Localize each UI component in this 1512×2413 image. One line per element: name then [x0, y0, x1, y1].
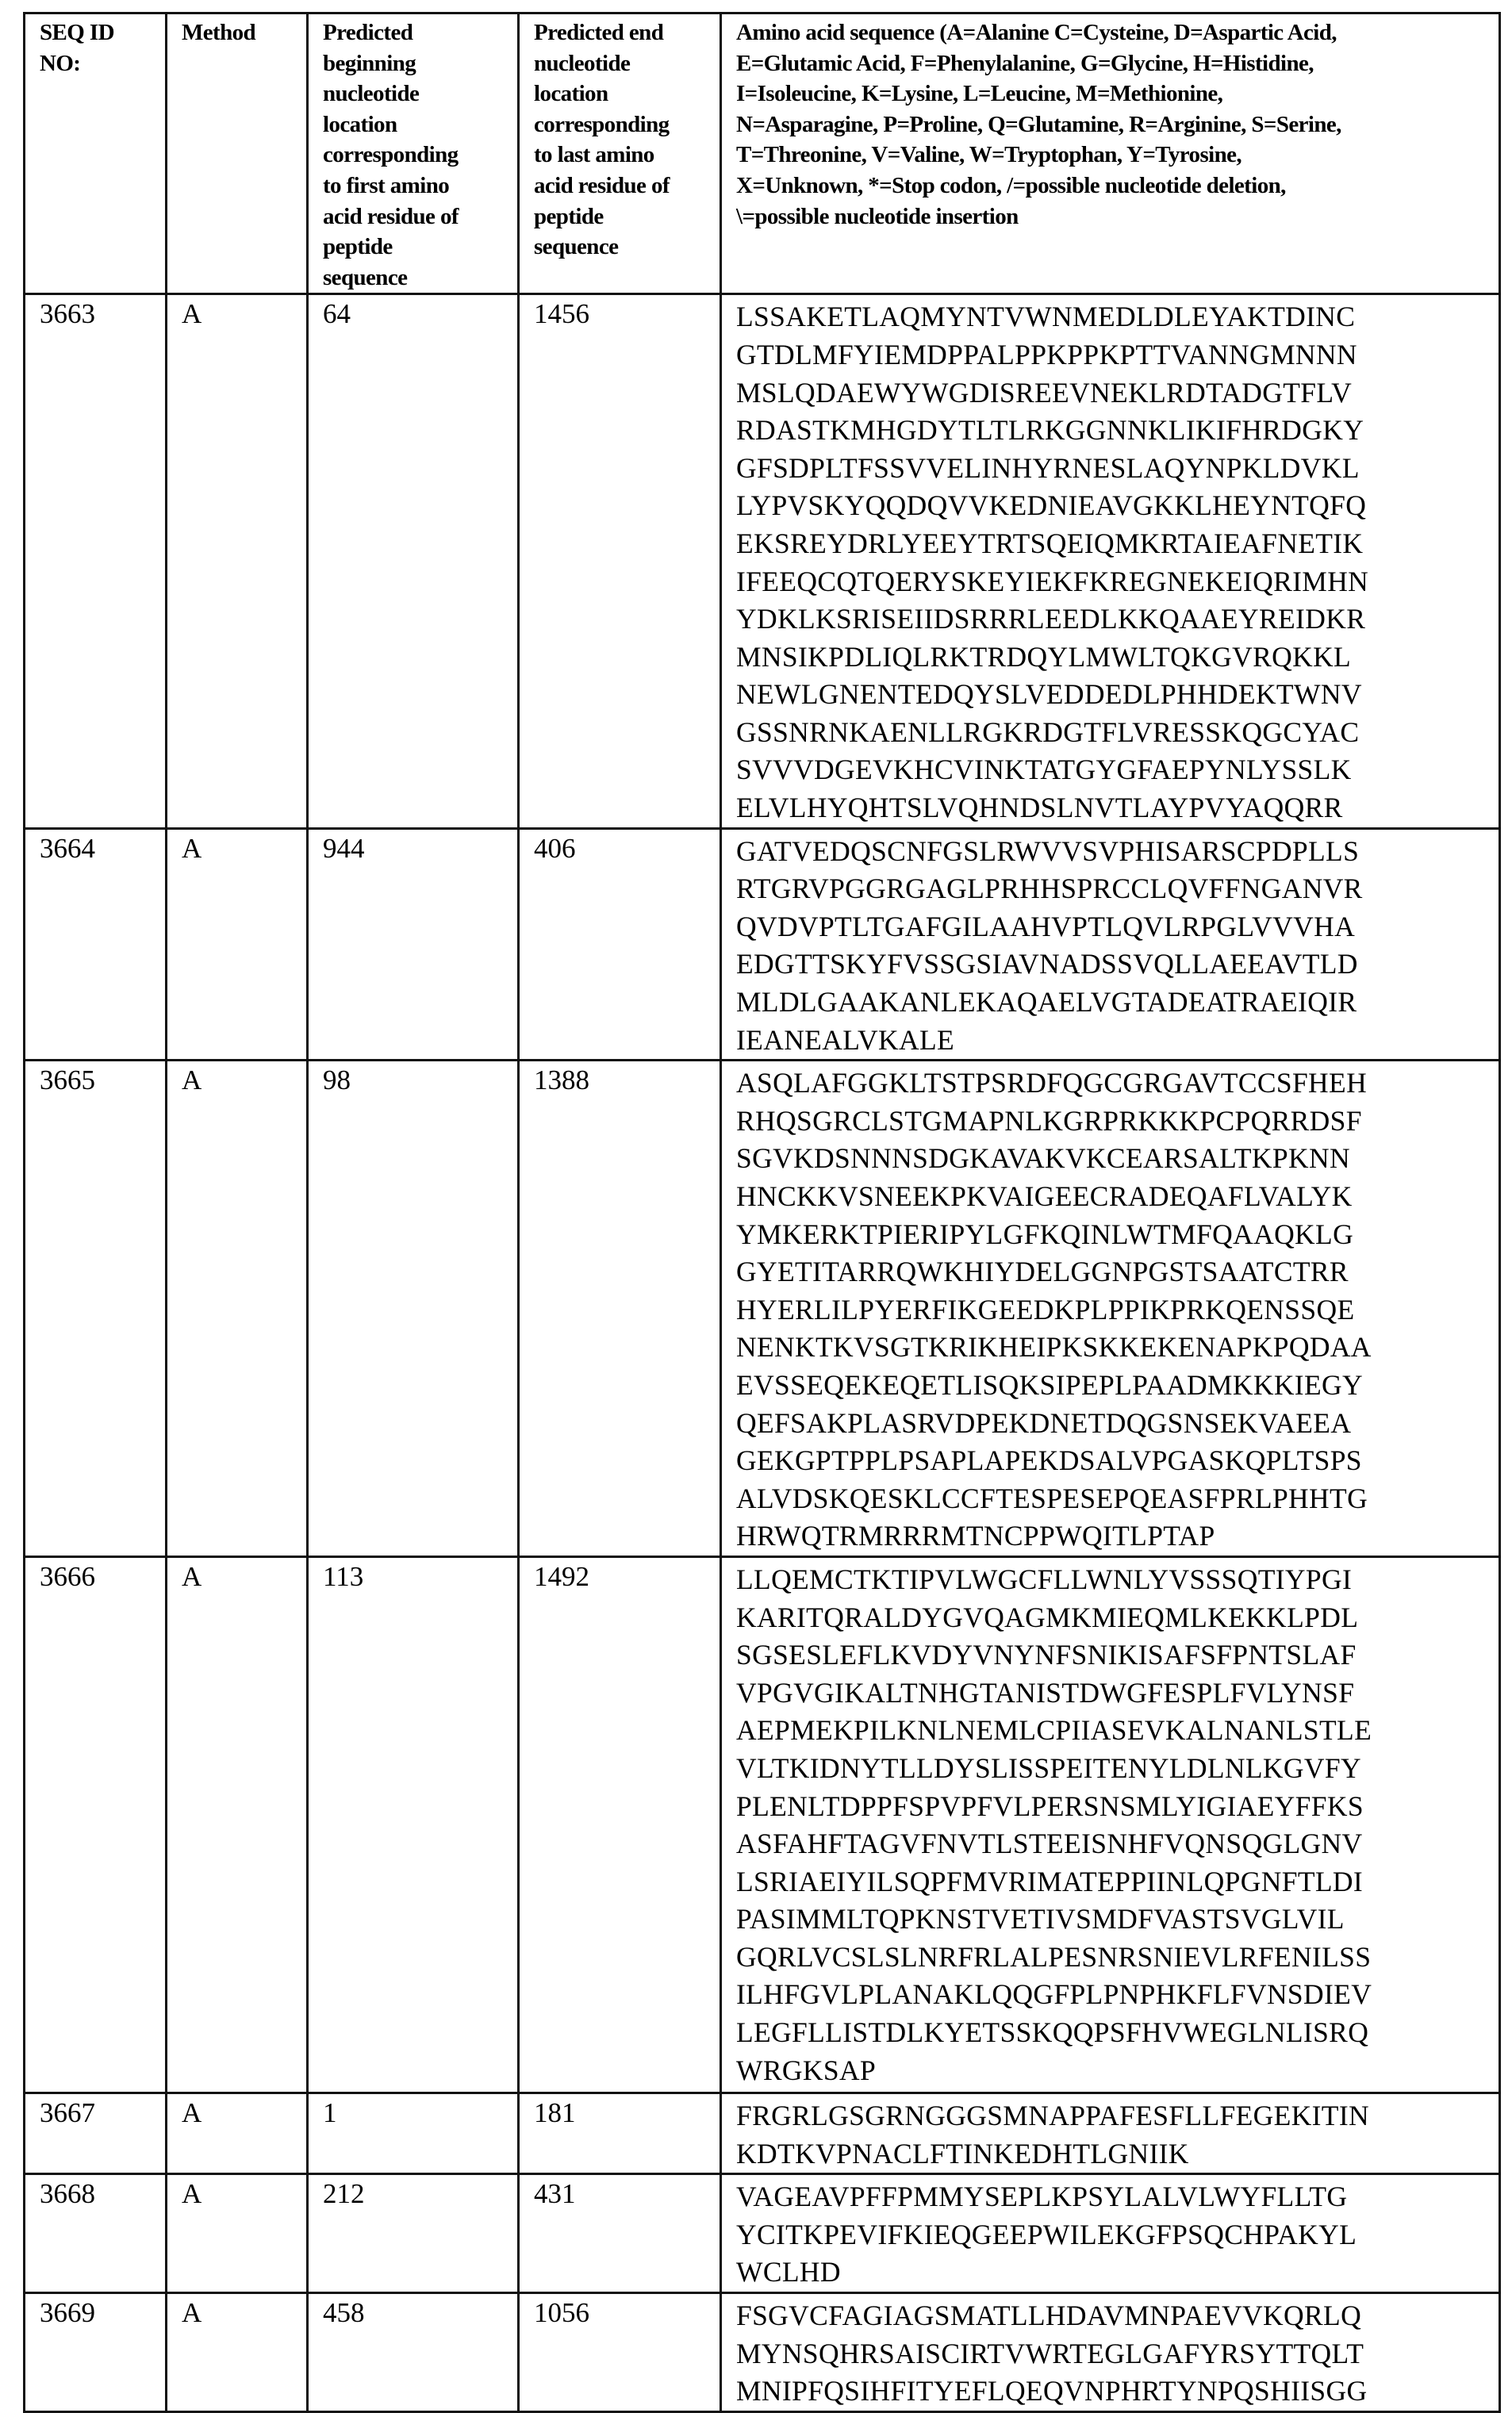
- begin-location-cell: 1: [308, 2093, 519, 2173]
- sequence-line: LSRIAEIYILSQPFMVRIMATEPPIINLQPGNFTLDI: [736, 1865, 1364, 1897]
- end-location-cell: 1388: [519, 1061, 721, 1557]
- sequence-line: MNSIKPDLIQLRKTRDQYLMWLTQKGVRQKKL: [736, 640, 1352, 673]
- sequence-line: ALVDSKQESKLCCFTESPESEPQEASFPRLPHHTG: [736, 1482, 1368, 1514]
- sequence-line: NENKTKVSGTKRIKHEIPKSKKEKENAPKPQDAA: [736, 1331, 1372, 1364]
- seq-id-cell: 3664: [25, 828, 167, 1061]
- seq-id-cell: 3665: [25, 1061, 167, 1557]
- end-location-cell: 1456: [519, 294, 721, 828]
- begin-location-cell: 64: [308, 294, 519, 828]
- sequence-line: HYERLILPYERFIKGEEDKPLPPIKPRKQENSSQE: [736, 1293, 1355, 1325]
- sequence-line: RTGRVPGGRGAGLPRHHSPRCCLQVFFNGANVR: [736, 873, 1363, 905]
- sequence-line: MSLQDAEWYWGDISREEVNEKLRDTADGTFLV: [736, 376, 1353, 409]
- header-predicted-end: Predicted end nucleotide location corresponding to last amino acid residue of peptide sequence: [519, 13, 721, 294]
- begin-location-cell: 458: [308, 2292, 519, 2411]
- sequence-line: WRGKSAP: [736, 2054, 877, 2086]
- seq-id-cell: 3669: [25, 2292, 167, 2411]
- sequence-line: MLDLGAAKANLEKAQAELVGTADEATRAEIQIR: [736, 986, 1357, 1019]
- sequence-line: WCLHD: [736, 2256, 841, 2288]
- sequence-line: GYETITARRQWKHIYDELGGNPGSTSAATCTRR: [736, 1256, 1349, 1288]
- method-cell: A: [167, 1061, 308, 1557]
- table-row: [25, 2093, 1500, 2173]
- sequence-line: QVDVPTLTGAFGILAAHVPTLQVLRPGLVVVHA: [736, 910, 1356, 942]
- sequence-line: VAGEAVPFFPMMYSEPLKPSYLALVLWYFLLTG: [736, 2181, 1348, 2213]
- sequence-line: LYPVSKYQQDQVVKEDNIEAVGKKLHEYNTQFQ: [736, 489, 1367, 522]
- sequence-line: IFEEQCQTQERYSKEYIEKFKREGNEKEIQRIMHN: [736, 565, 1369, 597]
- sequence-line: VPGVGIKALTNHGTANISTDWGFESPLFVLYNSF: [736, 1676, 1355, 1709]
- sequence-line: GEKGPTPPLPSAPLAPEKDSALVPGASKQPLTSPS: [736, 1444, 1362, 1477]
- seq-id-cell: 3667: [25, 2093, 167, 2173]
- sequence-line: PASIMMLTQPKNSTVETIVSMDFVASTSVGLVIL: [736, 1903, 1345, 1935]
- sequence-line: FSGVCFAGIAGSMATLLHDAVMNPAEVVKQRLQ: [736, 2299, 1362, 2331]
- end-location-cell: 406: [519, 828, 721, 1061]
- begin-location-cell: 944: [308, 828, 519, 1061]
- amino-acid-sequence-cell: [721, 2292, 1500, 2411]
- header-method: Method: [167, 13, 308, 294]
- header-seq-id: SEQ ID NO:: [25, 13, 167, 294]
- sequence-line: YDKLKSRISEIIDSRRRLEEDLKKQAAEYREIDKR: [736, 603, 1366, 635]
- method-cell: A: [167, 2174, 308, 2293]
- end-location-cell: 431: [519, 2174, 721, 2293]
- sequence-line: KARITQRALDYGVQAGMKMIEQMLKEKKLPDL: [736, 1601, 1359, 1633]
- header-predicted-begin: Predicted beginning nucleotide location corresponding to first amino acid residue of peptide sequence: [308, 13, 519, 294]
- sequence-line: GTDLMFYIEMDPPALPPKPPKPTTVANNGMNNN: [736, 338, 1357, 370]
- method-cell: A: [167, 2093, 308, 2173]
- sequence-line: RDASTKMHGDYTLTLRKGGNNKLIKIFHRDGKY: [736, 414, 1364, 447]
- sequence-line: ELVLHYQHTSLVQHNDSLNVTLAYPVYAQQRR: [736, 792, 1343, 824]
- table-row: [25, 294, 1500, 828]
- method-cell: A: [167, 294, 308, 828]
- amino-acid-sequence-cell: [721, 828, 1500, 1061]
- end-location-cell: 181: [519, 2093, 721, 2173]
- sequence-line: FRGRLGSGRNGGGSMNAPPAFESFLLFEGEKITIN: [736, 2099, 1369, 2131]
- begin-location-cell: 212: [308, 2174, 519, 2293]
- sequence-line: ASFAHFTAGVFNVTLSTEEISNHFVQNSQGLGNV: [736, 1828, 1363, 1860]
- sequence-line: GSSNRNKAENLLRGKRDGTFLVRESSKQGCYAC: [736, 715, 1360, 748]
- sequence-line: ASQLAFGGKLTSTPSRDFQGCGRGAVTCCSFHEH: [736, 1067, 1368, 1099]
- sequence-line: YMKERKTPIERIPYLGFKQINLWTMFQAAQKLG: [736, 1218, 1354, 1250]
- sequence-line: PLENLTDPPFSPVPFVLPERSNSMLYIGIAEYFFKS: [736, 1790, 1364, 1822]
- sequence-line: AEPMEKPILKNLNEMLCPIIASEVKALNANLSTLE: [736, 1714, 1372, 1747]
- amino-acid-sequence-cell: [721, 2093, 1500, 2173]
- sequence-line: YCITKPEVIFKIEQGEEPWILEKGFPSQCHPAKYL: [736, 2218, 1357, 2250]
- sequence-line: SGVKDSNNNSDGKAVAKVKCEARSALTKPKNN: [736, 1142, 1350, 1175]
- table-row: [25, 2292, 1500, 2411]
- table-row: [25, 1061, 1500, 1557]
- sequence-line: LEGFLLISTDLKYETSSKQQPSFHVWEGLNLISRQ: [736, 2016, 1369, 2049]
- begin-location-cell: 113: [308, 1556, 519, 2093]
- method-cell: A: [167, 1556, 308, 2093]
- sequence-line: LSSAKETLAQMYNTVWNMEDLDLEYAKTDINC: [736, 301, 1356, 333]
- sequence-line: ILHFGVLPLANAKLQQGFPLPNPHKFLFVNSDIEV: [736, 1978, 1372, 2011]
- document-page: [23, 12, 1499, 2413]
- end-location-cell: 1492: [519, 1556, 721, 2093]
- table-row: [25, 828, 1500, 1061]
- header-amino-acid-sequence: Amino acid sequence (A=Alanine C=Cysteine, D=Aspartic Acid, E=Glutamic Acid, F=Phenylalanine, G=Glycine, H=Histidine, I=Isoleucine, K=Lysine, L=Leucine, M=Methionine, N=Asparagine, P=Proline, Q=Glutamine, R=Arginine, S=Serine, T=Threonine, V=Valine, W=Tryptophan, Y=Tyrosine, X=Unknown, *=Stop codon, /=possible nucleotide deletion, \=possible nucleotide insertion: [721, 13, 1500, 294]
- sequence-line: GATVEDQSCNFGSLRWVVSVPHISARSCPDPLLS: [736, 834, 1360, 867]
- sequence-line: QEFSAKPLASRVDPEKDNETDQGSNSEKVAEEA: [736, 1406, 1352, 1439]
- sequence-line: NEWLGNENTEDQYSLVEDDEDLPHHDEKTWNV: [736, 678, 1362, 711]
- table-header-row: [25, 13, 1500, 294]
- sequence-line: EDGTTSKYFVSSGSIAVNADSSVQLLAEEAVTLD: [736, 948, 1358, 980]
- sequence-line: RHQSGRCLSTGMAPNLKGRPRKKKPCPQRRDSF: [736, 1104, 1362, 1137]
- seq-id-cell: 3666: [25, 1556, 167, 2093]
- amino-acid-sequence-cell: [721, 2174, 1500, 2293]
- sequence-line: GQRLVCSLSLNRFRLALPESNRSNIEVLRFENILSS: [736, 1940, 1372, 1973]
- begin-location-cell: 98: [308, 1061, 519, 1557]
- sequence-line: SGSESLEFLKVDYVNYNFSNIKISAFSFPNTSLAF: [736, 1639, 1357, 1671]
- sequence-line: EKSREYDRLYEEYTRTSQEIQMKRTAIEAFNETIK: [736, 527, 1364, 559]
- seq-id-cell: 3663: [25, 294, 167, 828]
- sequence-line: LLQEMCTKTIPVLWGCFLLWNLYVSSSQTIYPGI: [736, 1563, 1353, 1595]
- sequence-line: EVSSEQEKEQETLISQKSIPEPLPAADMKKKIEGY: [736, 1368, 1363, 1401]
- method-cell: A: [167, 2292, 308, 2411]
- end-location-cell: 1056: [519, 2292, 721, 2411]
- sequence-line: GFSDPLTFSSVVELINHYRNESLAQYNPKLDVKL: [736, 451, 1360, 484]
- table-body: [25, 294, 1500, 2411]
- amino-acid-sequence-cell: [721, 294, 1500, 828]
- sequence-line: HRWQTRMRRRMTNCPPWQITLPTAP: [736, 1520, 1215, 1552]
- table-row: [25, 1556, 1500, 2093]
- sequence-line: SVVVDGEVKHCVINKTATGYGFAEPYNLYSSLK: [736, 754, 1352, 786]
- sequence-line: HNCKKVSNEEKPKVAIGEECRADEQAFLVALYK: [736, 1180, 1353, 1212]
- seq-id-cell: 3668: [25, 2174, 167, 2293]
- method-cell: A: [167, 828, 308, 1061]
- sequence-table: [23, 12, 1501, 2413]
- sequence-line: KDTKVPNACLFTINKEDHTLGNIIK: [736, 2137, 1189, 2169]
- table-row: [25, 2174, 1500, 2293]
- amino-acid-sequence-cell: [721, 1061, 1500, 1557]
- amino-acid-sequence-cell: [721, 1556, 1500, 2093]
- sequence-line: MNIPFQSIHFITYEFLQEQVNPHRTYNPQSHIISGG: [736, 2375, 1368, 2407]
- sequence-line: MYNSQHRSAISCIRTVWRTEGLGAFYRSYTTQLT: [736, 2337, 1364, 2369]
- sequence-line: VLTKIDNYTLLDYSLISSPEITENYLDLNLKGVFY: [736, 1751, 1361, 1784]
- sequence-line: IEANEALVKALE: [736, 1023, 955, 1056]
